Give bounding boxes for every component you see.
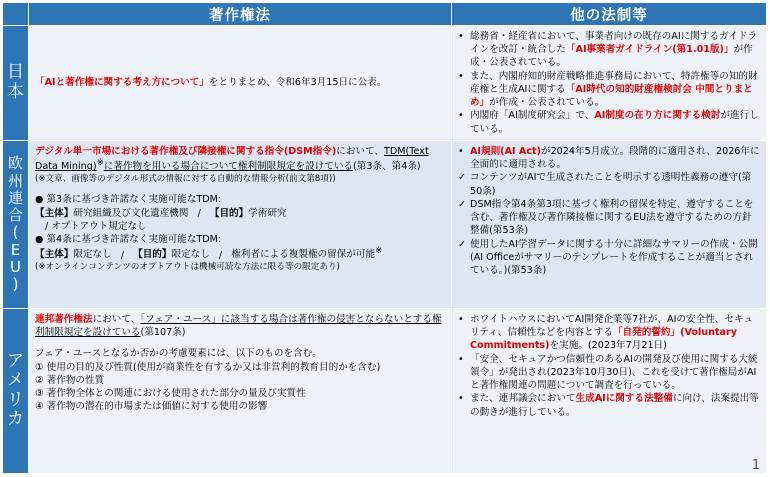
- list-item: • また、内閣府知的財産戦略推進事務局において、特許権等の知的財産権と生成AIに関する「AI時代の知的財産権検討会 中間とりまとめ」が作成・公表されている。: [458, 70, 758, 109]
- eu-other-cell: [452, 140, 767, 308]
- usa-other-cell: [452, 308, 767, 473]
- row-japan: [3, 26, 767, 141]
- japan-copyright-cell: 「AIと著作権に関する考え方について」をとりまとめ、令和6年3月15日に公表。: [29, 26, 452, 141]
- list-item: ✓ コンテンツがAIで生成されたことを明示する透明性義務の遵守(第50条): [458, 172, 752, 197]
- list-item: • 「安全、セキュアかつ信頼性のあるAIの開発及び使用に関する大統領令」が発出され(2023年10月30日)、これを受けて著作権局がAIと著作権関連の問題について調査を行っている。: [458, 353, 758, 392]
- list-item: ② 著作物の性質: [35, 374, 105, 386]
- corner-cell: [3, 3, 29, 26]
- list-item: ✓ DSM指令第4条第3項に基づく権利の留保を特定、遵守することを含む、著作権及び著作隣接権に関するEU法を遵守するための方針整備(第53条): [458, 198, 754, 237]
- list-item: • AI規則(AI Act)が2024年5月成立。段階的に適用され、2026年に全面的に適用される。: [458, 145, 760, 171]
- list-item: ✓ 使用したAI学習データに関する十分に詳細なサマリーの作成・公開(AI Officeがサマリーのテンプレートを作成することが適当とされている。)(第53条): [458, 238, 758, 276]
- row-label-japan: 日 本: [3, 26, 29, 141]
- header-other-laws: 他の法制等: [452, 3, 767, 26]
- header-copyright: 著作権法: [29, 3, 452, 26]
- usa-paragraph-fairuse: 連邦著作権法において、「フェア・ユース」に該当する場合は著作権の侵害とならないとする権利制限規定を設けている(第107条): [35, 313, 442, 339]
- comparison-table: [2, 2, 767, 474]
- header-row: [3, 3, 767, 26]
- japan-other-cell: [452, 26, 767, 141]
- list-item: • また、連邦議会において生成AIに関する法整備に向け、法案提出等の動きが進行している。: [458, 393, 759, 418]
- list-item: • 総務省・経産省において、事業者向けの既存のAIに関するガイドラインを改訂・統合した「AI事業者ガイドライン(第1.01版)」が作成・公表されている。: [458, 31, 758, 69]
- row-label-eu: 欧 州 連 合 ( E U ): [3, 140, 29, 308]
- usa-copyright-cell: 連邦著作権法において、「フェア・ユース」に該当する場合は著作権の侵害とならないとする権利制限規定を設けている(第107条) フェア・ユースとなるか否かの考慮要素には、以下のものを含む。 ① 使用の目的及び性質(使用が商業性を有するか又は非営利的教育目的かを含む) ② 著作物の性質 ③ 著作物全体との関連における使用された部分の量及び実質性 ④ 著作物の潜在的市場または価値に対する使用の影響: [29, 308, 452, 473]
- list-item: • 内閣府「AI制度研究会」で、AI制度の在り方に関する検討が進行している。: [458, 110, 759, 135]
- page-number: 1: [751, 458, 760, 473]
- list-item: • ホワイトハウスにおいてAI開発企業等7社が、AIの安全性、セキュリティ、信頼性などを内容とする「自発的誓約」(Voluntary Commitments)を実施。(2023年7月21日): [458, 313, 754, 352]
- japan-guideline-title: 「AIと著作権に関する考え方について」: [35, 77, 209, 89]
- list-item: ① 使用の目的及び性質(使用が商業性を有するか又は非営利的教育目的かを含む): [35, 361, 381, 373]
- eu-paragraph-dsm: デジタル単一市場における著作権及び隣接権に関する指令(DSM指令)において、TDM(Text Data Mining)※に著作物を用いる場合について権利制限規定を設けている(第3条、第4条): [35, 145, 429, 173]
- eu-copyright-cell: デジタル単一市場における著作権及び隣接権に関する指令(DSM指令)において、TDM(Text Data Mining)※に著作物を用いる場合について権利制限規定を設けている(第3条、第4条) (※文章、画像等のデジタル形式の情報に対する自動的な情報分析(前文第8項)) ● 第3条に基づき許諾なく実施可能なTDM: 【主体】研究組織及び文化遺産機関 / 【目的】学術研究 / オプトアウト規定なし ● 第4条に基づき許諾なく実施可能なTDM: 【主体】限定なし / 【目的】限定なし / 権利者による複製権の留保が可能※ (※オンラインコンテンツのオプトアウトは機械可読な方法に限る等の限定あり): [29, 140, 452, 308]
- list-item: ④ 著作物の潜在的市場または価値に対する使用の影響: [35, 401, 268, 413]
- row-usa: [3, 308, 767, 473]
- row-eu: [3, 140, 767, 308]
- list-item: ③ 著作物全体との関連における使用された部分の量及び実質性: [35, 388, 306, 400]
- row-label-usa: ア メ リ カ: [3, 308, 29, 473]
